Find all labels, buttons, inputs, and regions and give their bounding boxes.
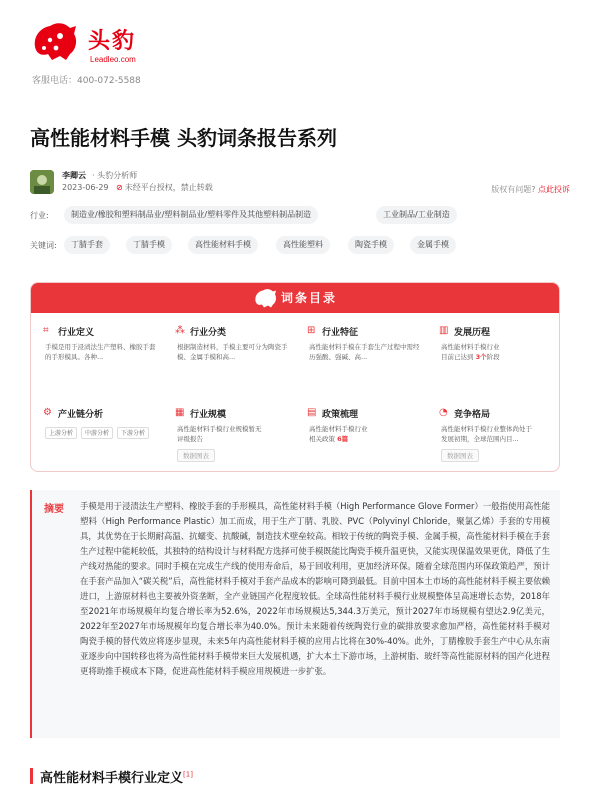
brand-name: 头豹 <box>88 29 137 54</box>
brand-url[interactable]: Leadleo.com <box>90 55 136 64</box>
page-title: 高性能材料手模 头豹词条报告系列 <box>30 126 337 150</box>
section-title: 高性能材料手模行业定义 <box>40 771 184 786</box>
keyword-label: 关键词: <box>30 241 57 250</box>
industry-label: 行业: <box>30 211 49 220</box>
avatar <box>30 170 54 194</box>
keyword-tag[interactable]: 丁腈手套 <box>64 236 110 254</box>
history-icon: ▥ <box>439 325 449 336</box>
catalog-item-chain[interactable]: ⚙ 产业链分析 上游分析 中游分析 下游分析 <box>43 407 163 467</box>
keyword-tag[interactable]: 高性能塑料 <box>276 236 330 254</box>
upstream-tag[interactable]: 上游分析 <box>45 427 77 439</box>
leopard-logo-icon <box>253 287 277 309</box>
catalog-item-competition[interactable]: ◔ 竞争格局 高性能材料手模行业整体尚处于发展初期，全球范围内目... 数据图表 <box>439 407 532 460</box>
abstract-label: 摘要 <box>44 504 64 515</box>
midstream-tag[interactable]: 中游分析 <box>81 427 113 439</box>
abstract-text: 手模是用于浸渍法生产塑料、橡胶手套的手形模具，高性能材料手模（High Performance Glove Former）一般指使用高性能塑料（High Performance Plastic）加工而成，用于生产丁腈、乳胶、PVC（Polyvinyl Chloride，聚氯乙烯）手套的专用模具，其优势在于长期耐高温、抗蠕变、抗酸碱，制造技术壁垒较高。相较于传统的陶瓷手模、金属手模，高性能材料手模在手套生产过程中能耗较低，其独特的结构设计与材料配方选择可使手模既能比陶瓷手模升温更快，又能实现保温效果更优，降低了生产线对热能的要求。同时手模在完成生产线的使用寿命后，易于回收利用，更加经济环保。随着全球范围内环保政策趋严，预计在手套产品加入“碳关税”后，高性能材料手模对手套产品成本的影响可降到最低。目前中国本土市场的高性能材料手模主要依赖进口，上游原材料也主要被外资垄断，全产业链国产化程度较低。全球高性能材料手模行业规模整体呈高速增长态势，2018年至2021年市场规模年均复合增长率为52.6%，2022年市场规模达5,344.3万美元，预计2027年市场规模有望达2.9亿美元，2022年至2027年市场规模年均复合增长率为40.0%。预计未来随着传统陶瓷行业的碳排放要求愈加严格，高性能材料手模对陶瓷手模的替代效应将逐步显现，未来5年内高性能材料手模的应用占比将在30%-40%。此外，丁腈橡胶手套生产中心从东南亚逐步向中国转移也将为高性能材料手模带来巨大发展机遇，扩大本土下游市场，上游树脂、玻纤等高性能原材料的国产化进程更将助推手模成本下降，促进高性能材料手模应用规模进一步扩张。 <box>80 501 550 676</box>
industry-tag[interactable]: 工业制品/工业制造 <box>376 206 457 224</box>
keyword-row <box>30 236 570 256</box>
service-phone: 客服电话：400-072-5588 <box>32 76 141 86</box>
industry-row <box>30 206 570 226</box>
data-chart-button[interactable]: 数据图表 <box>441 449 479 462</box>
brand-header <box>30 18 230 88</box>
author-info <box>30 170 570 198</box>
author-name[interactable]: 李卿云 <box>62 171 86 180</box>
feature-icon: ⊞ <box>307 325 316 336</box>
data-chart-button[interactable]: 数据图表 <box>177 449 215 462</box>
keyword-tag[interactable]: 陶瓷手模 <box>348 236 394 254</box>
catalog-item-scale[interactable]: ▦ 行业规模 高性能材料手模行业规模暂无评级报告 数据图表 <box>175 407 262 460</box>
downstream-tag[interactable]: 下游分析 <box>117 427 149 439</box>
publish-date: 2023-06-29 <box>62 183 109 192</box>
definition-icon: ⌗ <box>43 325 49 336</box>
catalog-header <box>31 283 559 313</box>
catalog-item-feature[interactable]: ⊞ 行业特征 高性能材料手模在手套生产过程中需经历强酸、强碱、高... <box>307 325 420 361</box>
catalog-item-definition[interactable]: ⌗ 行业定义 手模是用于浸渍法生产塑料、橡胶手套的手形模具。各种... <box>43 325 156 361</box>
industry-tag[interactable]: 制造业/橡胶和塑料制品业/塑料制品业/塑料零件及其他塑料制品制造 <box>64 206 318 224</box>
complaint-link[interactable]: 点此投诉 <box>538 185 570 194</box>
scale-icon: ▦ <box>175 407 185 418</box>
ban-icon: ⊘ <box>116 183 123 192</box>
catalog-item-history[interactable]: ▥ 发展历程 高性能材料手模行业 目前已达到 3个阶段 <box>439 325 500 361</box>
author-role: · 头豹分析师 <box>92 171 138 180</box>
competition-icon: ◔ <box>439 407 448 418</box>
section-heading <box>30 766 560 790</box>
section-accent-bar <box>30 768 33 784</box>
catalog-item-policy[interactable]: ▤ 政策梳理 高性能材料手模行业 相关政策 6篇 <box>307 407 368 443</box>
keyword-tag[interactable]: 高性能材料手模 <box>188 236 258 254</box>
abstract-box <box>30 490 560 738</box>
license-notice: ⊘ 未经平台授权，禁止转载 <box>116 183 213 192</box>
catalog-title: 词条目录 <box>281 291 338 305</box>
reference-link[interactable]: [1] <box>183 770 193 779</box>
catalog-item-classification[interactable]: ⁂ 行业分类 根据制造材料，手模主要可分为陶瓷手模、金属手模和高... <box>175 325 288 361</box>
copyright-complaint: 版权有问题? 点此投诉 <box>491 185 570 194</box>
leopard-logo-icon <box>30 20 78 62</box>
chain-icon: ⚙ <box>43 407 52 418</box>
policy-icon: ▤ <box>307 407 317 418</box>
keyword-tag[interactable]: 丁腈手模 <box>126 236 172 254</box>
keyword-tag[interactable]: 金属手模 <box>410 236 456 254</box>
classification-icon: ⁂ <box>175 325 185 336</box>
catalog-panel <box>30 282 560 472</box>
